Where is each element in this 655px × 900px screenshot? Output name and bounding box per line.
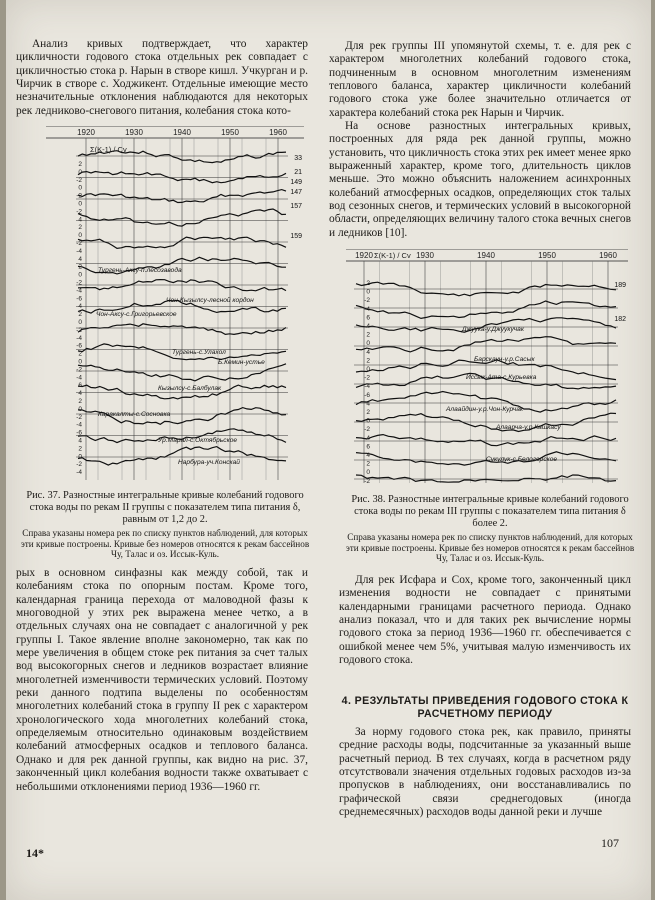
y-tick-label: 0 (78, 232, 82, 240)
axis-label: Σ(K-1) / Cv (90, 145, 127, 154)
y-tick-label: -4 (76, 421, 82, 429)
river-number-label: 33 (294, 155, 302, 162)
y-tick-label: 0 (78, 168, 82, 176)
station-label: Нарбура-уч.Конскай (178, 459, 240, 466)
figure-37-caption (20, 490, 310, 560)
y-tick-label: -4 (364, 305, 370, 313)
y-tick-label: -4 (364, 383, 370, 391)
station-label: Тургень-Аксу-п.лесозавода (98, 267, 182, 274)
y-tick-label: 4 (366, 400, 370, 408)
y-tick-label: -6 (364, 391, 370, 399)
y-tick-label: 6 (366, 314, 370, 322)
y-tick-label: -4 (76, 374, 82, 382)
caption-title: Рис. 37. Разностные интегральные кривые колебаний годового стока воды по рекам II группы с показателем типа питания δ, равным от 1,2 до 2. (26, 490, 304, 525)
y-tick-label: -6 (76, 342, 82, 350)
y-tick-label: 0 (78, 405, 82, 413)
y-tick-label: 0 (366, 366, 370, 373)
river-number-label: 149 (290, 179, 302, 186)
y-tick-label: 6 (366, 443, 370, 451)
y-tick-label: 0 (78, 271, 82, 279)
station-label: Б.Кемин-устье (218, 359, 265, 366)
right-column-section-text (339, 726, 631, 819)
section-heading: 4. РЕЗУЛЬТАТЫ ПРИВЕДЕНИЯ ГОДОВОГО СТОКА К РАСЧЕТНОМУ ПЕРИОДУ (341, 695, 629, 720)
year-tick-label: 1940 (173, 128, 191, 137)
year-tick-label: 1950 (538, 251, 556, 260)
y-tick-label: 0 (366, 340, 370, 348)
station-label: Ур.Марал-с.Октябрьское (158, 437, 238, 444)
axis-label: Σ(K-1) / Cv (374, 251, 411, 260)
y-tick-label: 2 (366, 409, 370, 416)
paragraph: На основе разностных интегральных кривых, построенных для ряда рек данной группы, можно установить, что цикличность стока этих рек имеет менее ярко выраженный характер, кроме того, длительность циклов меньше. Это можно объяснить наложением асинхронных колебаний атмосферных осадков, определяющих сток талых вод сезонных снегов, и термических условий в высокогорной области, определяющих величину талого стока вечных снегов и ледников [10]. (329, 120, 631, 239)
river-number-label: 21 (294, 169, 302, 176)
year-tick-label: 1930 (125, 128, 143, 137)
y-tick-label: -2 (76, 279, 82, 287)
river-number-label: 157 (290, 203, 302, 210)
left-column-top (16, 38, 308, 118)
y-tick-label: 4 (366, 452, 370, 459)
caption-title: Рис. 38. Разностные интегральные кривые колебаний годового стока воды по рекам III группы с показателем типа питания δ более 2. (351, 494, 629, 529)
y-tick-label: -4 (76, 469, 82, 477)
y-tick-label: 0 (78, 184, 82, 192)
y-tick-label: -4 (76, 334, 82, 342)
year-tick-label: 1960 (599, 251, 617, 260)
y-tick-label: -6 (76, 295, 82, 303)
y-tick-label: 2 (78, 445, 82, 453)
year-tick-label: 1960 (269, 128, 287, 137)
caption-note: Справа указаны номера рек по списку пунктов наблюдений, для которых эти кривые построены. Кривые без номеров относятся к рекам бассейнов Чу, Талас и оз. Иссык-Куль. (345, 532, 635, 564)
river-number-label: 147 (290, 189, 302, 196)
figure-37-labels (76, 128, 302, 476)
page-number: 107 (601, 836, 619, 850)
figure-38-frame (346, 249, 628, 483)
y-tick-label: 0 (78, 453, 82, 461)
figure-38 (346, 249, 628, 487)
station-label: Алаайдин-у.р.Чон-Курчак (446, 406, 524, 413)
station-label: Иссык-Ата-с.Курьевка (466, 374, 537, 381)
caption-note: Справа указаны номера рек по списку пунктов наблюдений, для которых эти кривые построены. Кривые без номеров относятся к рекам бассейнов Чу, Талас и оз. Иссык-Куль. (20, 528, 310, 560)
y-tick-label: -2 (76, 366, 82, 374)
y-tick-label: 2 (78, 224, 82, 232)
right-column-top (329, 40, 631, 240)
y-tick-label: -2 (364, 477, 370, 485)
river-number-label: 189 (614, 282, 626, 289)
y-tick-label: 4 (78, 437, 82, 445)
y-tick-label: 2 (366, 357, 370, 365)
y-tick-label: -4 (364, 434, 370, 442)
y-tick-label: 0 (366, 417, 370, 425)
y-tick-label: -2 (76, 176, 82, 184)
y-tick-label: 4 (78, 390, 82, 398)
figure-38-plot (346, 249, 628, 487)
y-tick-label: -2 (76, 413, 82, 421)
year-tick-label: 1920 (77, 128, 95, 137)
river-number-label: 182 (614, 316, 626, 323)
station-label: Чон-Аксу-с.Григорьевское (96, 311, 177, 318)
figure-37-plot (46, 126, 304, 484)
year-tick-label: 1930 (416, 251, 434, 260)
y-tick-label: 4 (78, 255, 82, 263)
y-tick-label: 2 (366, 331, 370, 339)
y-tick-label: 4 (78, 303, 82, 311)
y-tick-label: 0 (366, 469, 370, 477)
y-tick-label: 2 (78, 398, 82, 405)
y-tick-label: -2 (76, 192, 82, 200)
y-tick-label: 0 (78, 319, 82, 326)
station-label: Барскаун-у.р.Сасык (474, 356, 535, 363)
y-tick-label: 0 (366, 288, 370, 296)
station-label: Джуука-у.Джуукучак (462, 326, 524, 333)
book-page (6, 0, 651, 900)
y-tick-label: -2 (76, 208, 82, 216)
y-tick-label: -2 (364, 374, 370, 382)
paragraph: Для рек Исфара и Сох, кроме того, законченный цикл изменения водности не совпадает с принятыми календарными границами расчетного периода. Однако анализ показал, что и для таких рек вычисление нормы годового стока за период 1936—1960 гг. обеспечивается с ошибкой менее чем 5%, учитывая малую изменчивость их годового стока. (339, 574, 631, 667)
y-tick-label: -4 (76, 247, 82, 255)
y-tick-label: -2 (364, 297, 370, 305)
signature-mark: 14* (26, 846, 44, 860)
paragraph: Анализ кривых подтверждает, что характер цикличности годового стока отдельных рек совпадает с цикличностью стока р. Нарын в створе кишл. Учкурган и р. Чирчик в створе с. Ходжикент. Отдельные имеющие место незначительные отклонения наблюдаются для некоторых рек ледниково-снегового питания, колебания стока кото- (16, 38, 308, 117)
station-label: Кызылсу-с.Балбулак (158, 385, 222, 392)
y-tick-label: 2 (78, 263, 82, 271)
station-label: Сукулук-с.Белогорское (486, 456, 558, 463)
y-tick-label: 4 (366, 348, 370, 356)
y-tick-label: -2 (364, 426, 370, 434)
y-tick-label: 2 (366, 280, 370, 287)
figure-37 (46, 126, 304, 484)
paragraph: За норму годового стока рек, как правило, приняты средние расходы воды, подсчитанные за указанный выше расчетный период. В тех случаях, когда в расчетном ряду отсутствовали значения отдельных годовых расходов из-за пропусков в наблюдениях, они восстанавливались по графической связи среднегодовых (иногда среднемесячных) расходов воды данной реки и лучше (339, 726, 631, 819)
station-label: Алаарча-у.р.Кашкасу (496, 424, 561, 431)
y-tick-label: 2 (366, 460, 370, 468)
y-tick-label: 4 (78, 216, 82, 224)
station-label: Каракалты-с.Сосновка (98, 411, 171, 418)
y-tick-label: -4 (76, 287, 82, 295)
station-label: Чон-Кызылсу-лесной кордон (166, 297, 254, 304)
y-tick-label: 0 (78, 358, 82, 366)
figure-38-caption (342, 494, 638, 564)
y-tick-label: 0 (78, 200, 82, 208)
right-column-bottom (339, 574, 631, 667)
y-tick-label: -2 (76, 461, 82, 469)
station-label: Тургень-с.Улахол (172, 349, 226, 356)
left-column-bottom (16, 567, 308, 794)
paragraph: рых в основном синфазны как между собой, так и колебаниям стока по опорным постам. Кроме того, календарная граница перехода от маловодной фазы к многоводной у этих рек выражена менее четко, а в отдельных случаях она не совпадает с аналогичной у рек группы I. Такое явление вполне закономерно, так как по мере увеличения в общем стоке рек питания за счет талых вод высокогорных снегов и ледников возрастает влияние многолетней изменчивости термических условий. Поэтому реки данного подтипа выделены по особенностям многолетних колебаний стока в группу II рек с характером хронологического хода многолетних колебаний стока, определяемым относительно одинаковым воздействием колебаний атмосферных осадков и теплового баланса. Однако и для рек данной группы, как видно на рис. 37, законченный цикл колебания водности также охватывает с небольшими отклонениями период 1936—1960 гг. (16, 567, 308, 793)
year-tick-label: 1950 (221, 128, 239, 137)
y-tick-label: -2 (76, 326, 82, 334)
river-number-label: 159 (290, 233, 302, 240)
y-tick-label: -6 (76, 429, 82, 437)
y-tick-label: -2 (76, 240, 82, 247)
year-tick-label: 1940 (477, 251, 495, 260)
year-tick-label: 1920 (355, 251, 373, 260)
y-tick-label: 2 (78, 161, 82, 168)
y-tick-label: 2 (78, 311, 82, 319)
paragraph: Для рек группы III упомянутой схемы, т. е. для рек с характером многолетних колебаний годового стока, подчиненным в основном многолетним изменениям теплового баланса, характер цикличности колебаний годового стока уже более значительно отличается от характера колебаний стока рек Нарын и Чирчик. (329, 40, 631, 119)
y-tick-label: 4 (366, 323, 370, 330)
y-tick-label: 2 (78, 350, 82, 358)
y-tick-label: 6 (78, 382, 82, 390)
